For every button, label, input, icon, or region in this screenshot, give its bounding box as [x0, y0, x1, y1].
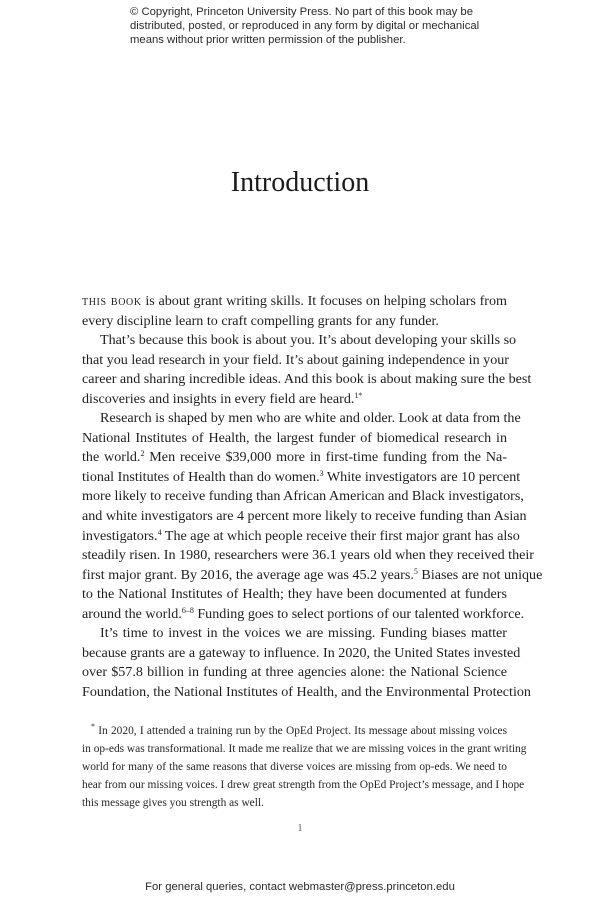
footnote-line: in op-eds was transformational. It made me realize that we are missing voices in the grant writing [82, 743, 527, 756]
body-line: It’s time to invest in the voices we are missing. Funding biases matter [100, 625, 507, 642]
footnote-marker: * [91, 722, 95, 731]
body-line: around the world.$^{6-8}$ Funding goes to select portions of our talented workforce. [82, 605, 525, 622]
opening-smallcaps: this book [82, 293, 142, 309]
page-number: 1 [297, 823, 303, 834]
footnote-line: * In 2020, I attended a training run by the OpEd Project. Its message about missing voices [91, 722, 507, 737]
body-line: to the National Institutes of Health; they have been documented at funders [82, 586, 507, 603]
body-line: first major grant. By 2016, the average age was 45.2 years.$^5$ Biases are not unique [82, 566, 543, 583]
footer-contact [0, 881, 600, 893]
body-line: steadily risen. In 1980, researchers were 36.1 years old when they received their [82, 547, 534, 564]
body-line: and white investigators are 4 percent more likely to receive funding than Asian [82, 508, 527, 525]
body-line: tional Institutes of Health than do women.$^3$ White investigators are 10 percent [82, 468, 521, 485]
body-line: every discipline learn to craft compelling grants for any funder. [82, 312, 439, 329]
copyright-notice [130, 5, 480, 47]
body-line: more likely to receive funding than African American and Black investigators, [82, 488, 524, 505]
body-line: That’s because this book is about you. It’s about developing your skills so [100, 332, 517, 349]
body-line: Research is shaped by men who are white and older. Look at data from the [100, 410, 521, 427]
footnote-ref[interactable]: 1* [354, 390, 363, 400]
body-line: National Institutes of Health, the largest funder of biomedical research in [82, 429, 507, 446]
body-line: that you lead research in your field. It’s about gaining independence in your [82, 351, 509, 368]
footnote-line: this message gives you strength as well. [82, 797, 264, 810]
footnote-ref[interactable]: 4 [157, 527, 162, 537]
footnote [82, 722, 527, 812]
footnote-ref[interactable]: 2 [140, 449, 145, 459]
body-line: career and sharing incredible ideas. And this book is about making sure the best [82, 371, 532, 388]
body-line: because grants are a gateway to influence. In 2020, the United States invested [82, 644, 521, 661]
chapter-title: Introduction [230, 167, 370, 198]
footnote-line: world for many of the same reasons that diverse voices are missing from op-eds. We need to [82, 761, 507, 774]
copyright-line: distributed, posted, or reproduced in any form by digital or mechanical [130, 20, 480, 32]
body-line: discoveries and insights in every field are heard.$^{1*}$ [82, 390, 363, 407]
body-line: this book is about grant writing skills. It focuses on helping scholars from [82, 293, 507, 309]
body-line: the world.$^2$ Men receive $39,000 more in first-time funding from the Na- [82, 449, 507, 466]
copyright-line: © Copyright, Princeton University Press. No part of this book may be [130, 6, 473, 18]
body-line: Foundation, the National Institutes of Health, and the Environmental Protection [82, 683, 531, 700]
body-line: investigators.$^4$ The age at which people receive their first major grant has also [82, 527, 520, 544]
copyright-line: means without prior written permission of the publisher. [130, 34, 406, 46]
footnote-ref[interactable]: 3 [319, 468, 324, 478]
footnote-ref[interactable]: 6–8 [181, 605, 194, 615]
footnote-line: hear from our missing voices. I drew great strength from the OpEd Project’s message, and I hope [82, 779, 525, 792]
footnote-ref[interactable]: 5 [413, 566, 418, 576]
footer-prefix: For general queries, contact [145, 881, 289, 893]
contact-email-link[interactable]: webmaster@press.princeton.edu [288, 881, 455, 893]
body-text [82, 292, 543, 702]
body-line: over $57.8 billion in funding at three agencies alone: the National Science [82, 664, 507, 681]
